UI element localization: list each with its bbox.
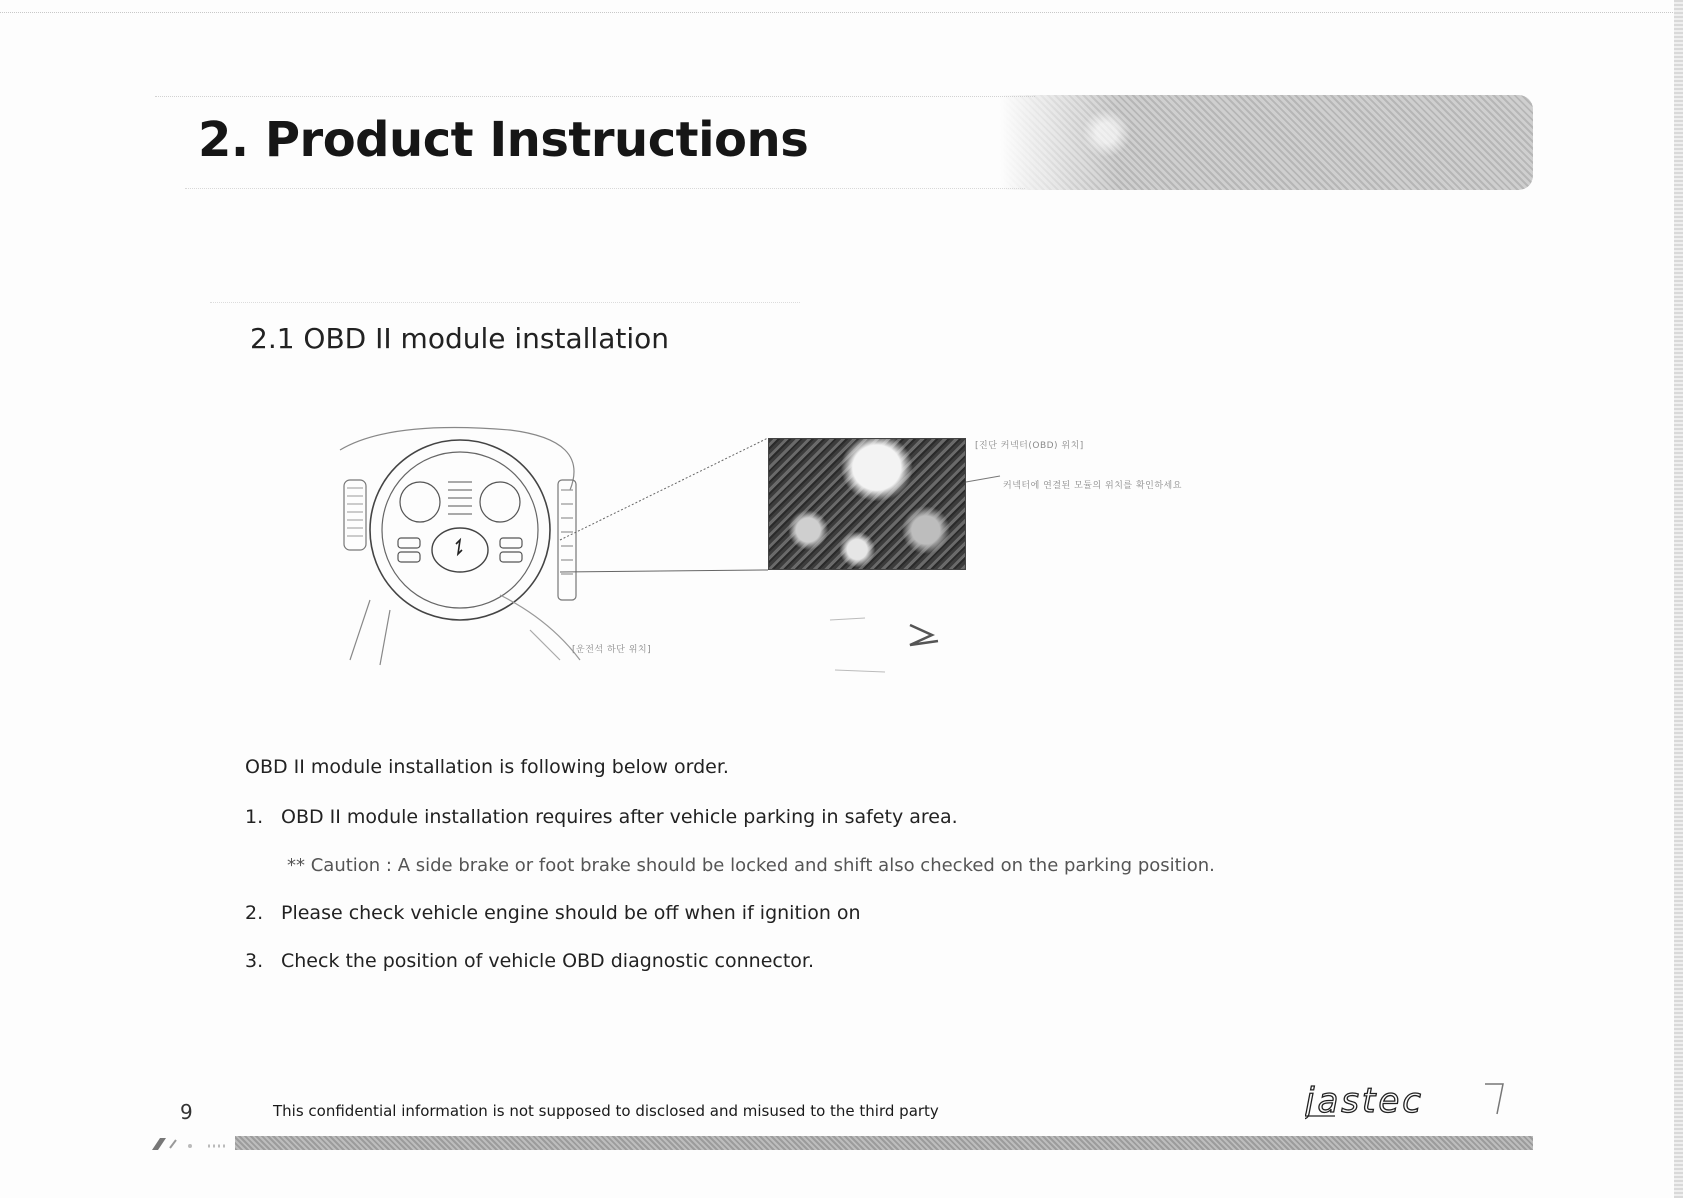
header-rule-bottom [185, 188, 1025, 189]
page-title: 2. Product Instructions [198, 112, 809, 168]
step-2-number: 2. [245, 902, 264, 924]
instructions-intro: OBD II module installation is following below order. [245, 756, 729, 778]
obd-connector-photo [768, 438, 966, 570]
footer-decoration [235, 1136, 1533, 1150]
footer-mark-icon [150, 1136, 230, 1150]
header-decoration [1000, 95, 1533, 190]
logo-text: jastec [1305, 1081, 1424, 1120]
header-rule-top [155, 96, 1035, 97]
confidential-notice: This confidential information is not supposed to disclosed and misused to the third party [273, 1102, 939, 1120]
figure-callout-2: 커넥터에 연결된 모듈의 위치를 확인하세요 [1003, 481, 1182, 491]
caution-note: ** Caution : A side brake or foot brake should be locked and shift also checked on the parking position. [287, 855, 1215, 876]
step-2-text: Please check vehicle engine should be off when if ignition on [281, 902, 861, 924]
jastec-logo-icon [1305, 1080, 1515, 1120]
figure-callout-3: [운전석 하단 위치] [572, 645, 652, 655]
step-1-text: OBD II module installation requires after vehicle parking in safety area. [281, 806, 958, 828]
scan-top-rule [0, 12, 1683, 13]
section-rule [210, 302, 800, 303]
section-title: 2.1 OBD II module installation [250, 322, 669, 355]
step-3-text: Check the position of vehicle OBD diagnostic connector. [281, 950, 815, 972]
page-number: 9 [180, 1100, 193, 1124]
step-3-number: 3. [245, 950, 264, 972]
scan-right-edge [1674, 0, 1683, 1198]
figure-callout-1: [진단 커넥터(OBD) 위치] [975, 441, 1084, 451]
step-1-number: 1. [245, 806, 264, 828]
